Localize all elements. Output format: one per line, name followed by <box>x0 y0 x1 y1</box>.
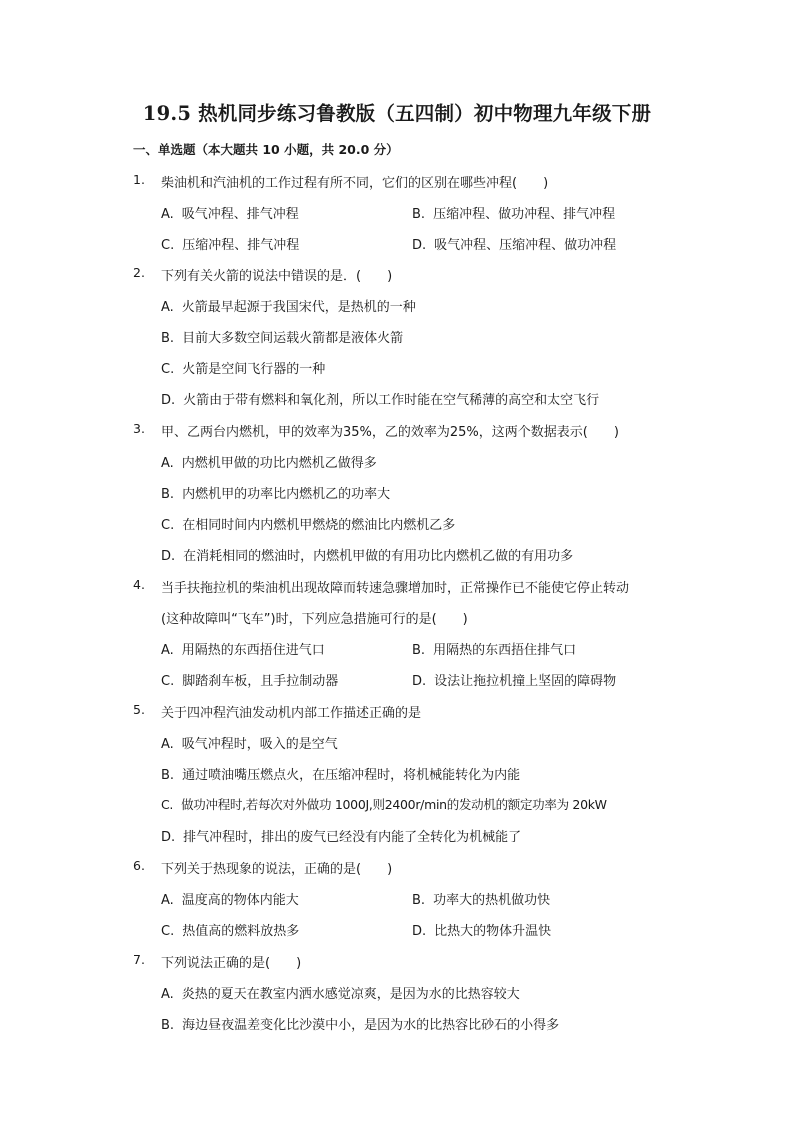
option-c[interactable] <box>161 795 607 813</box>
question-number: 3. <box>133 421 145 436</box>
option-text: 用隔热的东西捂住进气口 <box>181 643 325 658</box>
option-b[interactable] <box>161 483 390 502</box>
question-text: 当手扶拖拉机的柴油机出现故障而转速急骤增加时，正常操作已不能使它停止转动 <box>161 581 630 596</box>
option-text: 目前大多数空间运载火箭都是液体火箭 <box>182 331 404 346</box>
option-label: D. <box>161 393 176 408</box>
option-b[interactable] <box>412 203 615 222</box>
option-c[interactable] <box>161 234 299 253</box>
option-text: 海边昼夜温差变化比沙漠中小，是因为水的比热容比砂石的小得多 <box>182 1018 560 1033</box>
option-d[interactable] <box>412 234 616 253</box>
option-label: B. <box>161 487 175 502</box>
option-label: A. <box>161 987 174 1002</box>
option-text: 通过喷油嘴压燃点火，在压缩冲程时，将机械能转化为内能 <box>182 768 521 783</box>
option-text: 做功冲程时,若每次对外做功 1000J,则2400r/min的发动机的额定功率为 20kW <box>181 797 607 812</box>
option-label: C. <box>161 362 175 377</box>
option-a[interactable] <box>161 639 325 658</box>
option-text: 在相同时间内内燃机甲燃烧的燃油比内燃机乙多 <box>182 518 456 533</box>
option-b[interactable] <box>412 889 550 908</box>
option-d[interactable] <box>412 920 551 939</box>
question-number: 6. <box>133 858 145 873</box>
option-label: D. <box>412 674 427 689</box>
option-text: 火箭是空间飞行器的一种 <box>182 362 326 377</box>
option-c[interactable] <box>161 670 338 689</box>
option-a[interactable] <box>161 733 338 752</box>
option-d[interactable] <box>412 670 616 689</box>
option-c[interactable] <box>161 514 455 533</box>
question-text: 下列有关火箭的说法中错误的是．( ) <box>161 269 393 284</box>
option-label: B. <box>161 1018 175 1033</box>
question-text: 下列说法正确的是( ) <box>161 956 302 971</box>
option-text: 内燃机甲的功率比内燃机乙的功率大 <box>182 487 391 502</box>
option-label: A. <box>161 893 174 908</box>
option-d[interactable] <box>161 389 599 408</box>
option-text: 比热大的物体升温快 <box>434 924 552 939</box>
option-label: C. <box>161 238 175 253</box>
option-b[interactable] <box>161 1014 559 1033</box>
option-text: 压缩冲程、排气冲程 <box>182 238 300 253</box>
option-text: 功率大的热机做功快 <box>433 893 551 908</box>
option-text: 火箭由于带有燃料和氧化剂，所以工作时能在空气稀薄的高空和太空飞行 <box>183 393 600 408</box>
option-text: 内燃机甲做的功比内燃机乙做得多 <box>181 456 377 471</box>
option-text: 脚踏刹车板，且手拉制动器 <box>182 674 339 689</box>
option-b[interactable] <box>412 639 576 658</box>
option-label: A. <box>161 300 174 315</box>
option-d[interactable] <box>161 545 573 564</box>
option-label: D. <box>412 238 427 253</box>
option-label: D. <box>161 830 176 845</box>
option-label: B. <box>161 768 175 783</box>
option-text: 炎热的夏天在教室内洒水感觉凉爽，是因为水的比热容较大 <box>181 987 520 1002</box>
option-text: 设法让拖拉机撞上坚固的障碍物 <box>434 674 617 689</box>
option-text: 压缩冲程、做功冲程、排气冲程 <box>433 207 616 222</box>
option-label: A. <box>161 456 174 471</box>
option-c[interactable] <box>161 358 325 377</box>
option-label: B. <box>412 207 426 222</box>
option-d[interactable] <box>161 826 521 845</box>
option-label: B. <box>412 893 426 908</box>
option-a[interactable] <box>161 203 299 222</box>
option-label: C. <box>161 674 175 689</box>
question-text: 甲、乙两台内燃机，甲的效率为35%，乙的效率为25%，这两个数据表示( ) <box>161 425 619 440</box>
option-label: D. <box>412 924 427 939</box>
question-number: 4. <box>133 577 145 592</box>
option-a[interactable] <box>161 296 416 315</box>
question-number: 5. <box>133 702 145 717</box>
option-text: 吸气冲程、压缩冲程、做功冲程 <box>434 238 617 253</box>
option-a[interactable] <box>161 983 520 1002</box>
question-text: 关于四冲程汽油发动机内部工作描述正确的是 <box>161 706 422 721</box>
question-text: 下列关于热现象的说法，正确的是( ) <box>161 862 393 877</box>
option-b[interactable] <box>161 327 403 346</box>
option-text: 热值高的燃料放热多 <box>182 924 300 939</box>
option-text: 吸气冲程、排气冲程 <box>181 207 299 222</box>
question-text-continued: (这种故障叫“飞车”)时，下列应急措施可行的是( ) <box>161 612 468 627</box>
option-a[interactable] <box>161 452 377 471</box>
option-label: D. <box>161 549 176 564</box>
option-text: 温度高的物体内能大 <box>181 893 299 908</box>
page-title: 19.5 热机同步练习鲁教版（五四制）初中物理九年级下册 <box>142 102 652 125</box>
option-label: A. <box>161 207 174 222</box>
option-c[interactable] <box>161 920 299 939</box>
option-label: C. <box>161 518 175 533</box>
option-label: C. <box>161 797 174 812</box>
option-text: 火箭最早起源于我国宋代，是热机的一种 <box>181 300 416 315</box>
option-b[interactable] <box>161 764 520 783</box>
question-text: 柴油机和汽油机的工作过程有所不同，它们的区别在哪些冲程( ) <box>161 176 549 191</box>
option-text: 用隔热的东西捂住排气口 <box>433 643 577 658</box>
option-label: B. <box>161 331 175 346</box>
option-a[interactable] <box>161 889 299 908</box>
section-heading: 一、单选题（本大题共 10 小题，共 20.0 分） <box>133 142 399 157</box>
option-text: 排气冲程时，排出的废气已经没有内能了全转化为机械能了 <box>183 830 522 845</box>
option-label: B. <box>412 643 426 658</box>
option-text: 在消耗相同的燃油时，内燃机甲做的有用功比内燃机乙做的有用功多 <box>183 549 574 564</box>
question-number: 1. <box>133 172 145 187</box>
option-label: A. <box>161 643 174 658</box>
option-text: 吸气冲程时，吸入的是空气 <box>181 737 338 752</box>
question-number: 7. <box>133 952 145 967</box>
question-number: 2. <box>133 265 145 280</box>
option-label: A. <box>161 737 174 752</box>
option-label: C. <box>161 924 175 939</box>
